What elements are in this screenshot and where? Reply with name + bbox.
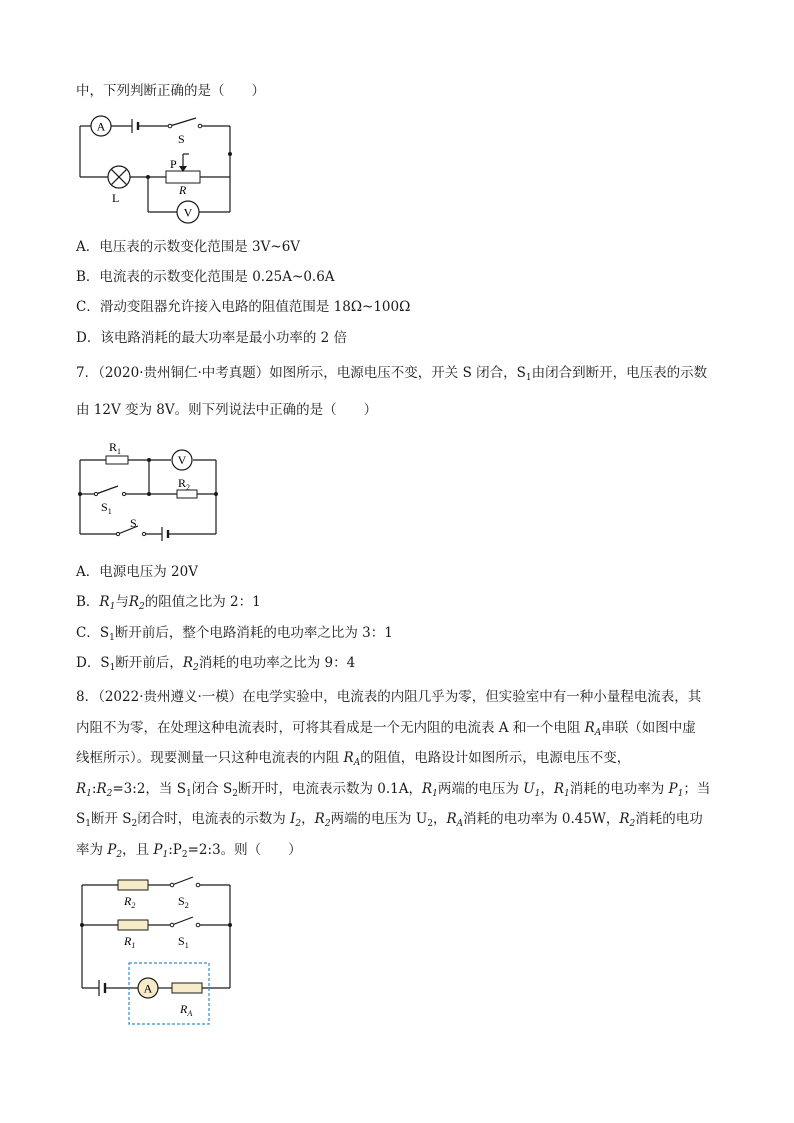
q6-option-a: A．电压表的示数变化范围是 3V~6V xyxy=(76,239,301,255)
q8-ra-label: $R_A$ xyxy=(180,1002,193,1018)
q7-stem-line2: 由 12V 变为 8V。则下列说法中正确的是（ ） xyxy=(76,402,378,418)
q7-option-b: B．$R_1$与$R_2$的阻值之比为 2：1 xyxy=(76,594,261,612)
q6-stem-end: 中，下列判断正确的是（ ） xyxy=(76,83,265,99)
q8-line4: $R_1:R_2=3:2$，当 $S_1$闭合 $S_2$断开时，电流表示数为 0.1A，$R_1$两端的电压为 $U_1$，$R_1$消耗的电功率为 $P_1$；当 xyxy=(76,781,711,799)
q6-option-d: D．该电路消耗的最大功率是最小功率的 2 倍 xyxy=(76,330,347,346)
q6-option-b: B．电流表的示数变化范围是 0.25A~0.6A xyxy=(76,269,335,285)
q8-circuit-diagram xyxy=(74,872,242,1030)
q8-ammeter-label: A xyxy=(143,981,153,996)
q7-option-a: A．电源电压为 20V xyxy=(76,564,198,580)
q7-voltmeter-label: V xyxy=(177,453,187,467)
q7-s-label: S xyxy=(130,516,137,530)
q6-lamp-label: L xyxy=(112,191,120,205)
q8-r2-label: $R_2$ xyxy=(124,894,136,910)
q8-r1-label: $R_1$ xyxy=(124,934,136,950)
q7-stem-line1: 7．（2020·贵州铜仁·中考真题）如图所示，电源电压不变，开关 S 闭合，$S_1$由闭合到断开，电压表的示数 xyxy=(76,365,708,383)
q7-r1-label: $R_1$ xyxy=(109,440,122,456)
q7-s1-label: $S_1$ xyxy=(101,500,112,516)
q8-s2-label: $S_2$ xyxy=(178,894,189,910)
q8-s1-label: $S_1$ xyxy=(178,934,189,950)
q6-slider-label: P xyxy=(170,157,177,171)
q6-rheostat-label: R xyxy=(179,183,187,197)
q6-option-c: C．滑动变阻器允许接入电路的阻值范围是 18Ω~100Ω xyxy=(76,299,411,315)
q7-r2-label: $R_2$ xyxy=(178,476,191,492)
q7-option-d: D．$S_1$断开前后，$R_2$消耗的电功率之比为 9：4 xyxy=(76,655,356,673)
q6-circuit-diagram xyxy=(70,110,250,228)
q6-ammeter-label: A xyxy=(96,119,106,134)
q6-voltmeter-label: V xyxy=(183,205,193,220)
q8-line6: 率为 $P_2$，且 $P_1:P_2=2:3$。则（ ） xyxy=(76,842,302,860)
q8-line2: 内阻不为零，在处理这种电流表时，可将其看成是一个无内阻的电流表 A 和一个电阻 $R_A$串联（如图中虚 xyxy=(76,720,696,738)
q6-switch-label: S xyxy=(178,132,185,146)
q8-line5: $S_1$断开 $S_2$闭合时，电流表的示数为 $I_2$，$R_2$两端的电压为 $U_2$，$R_A$消耗的电功率为 0.45W，$R_2$消耗的电功 xyxy=(76,811,703,829)
q7-option-c: C．$S_1$断开前后，整个电路消耗的电功率之比为 3：1 xyxy=(76,625,393,643)
q7-circuit-diagram xyxy=(72,436,232,548)
q8-line1: 8．（2022·贵州遵义·一模）在电学实验中，电流表的内阻几乎为零，但实验室中有一种小量程电流表，其 xyxy=(76,689,702,705)
q8-line3: 线框所示）。现要测量一只这种电流表的内阻 $R_A$的阻值，电路设计如图所示，电源电压不变， xyxy=(76,750,631,768)
